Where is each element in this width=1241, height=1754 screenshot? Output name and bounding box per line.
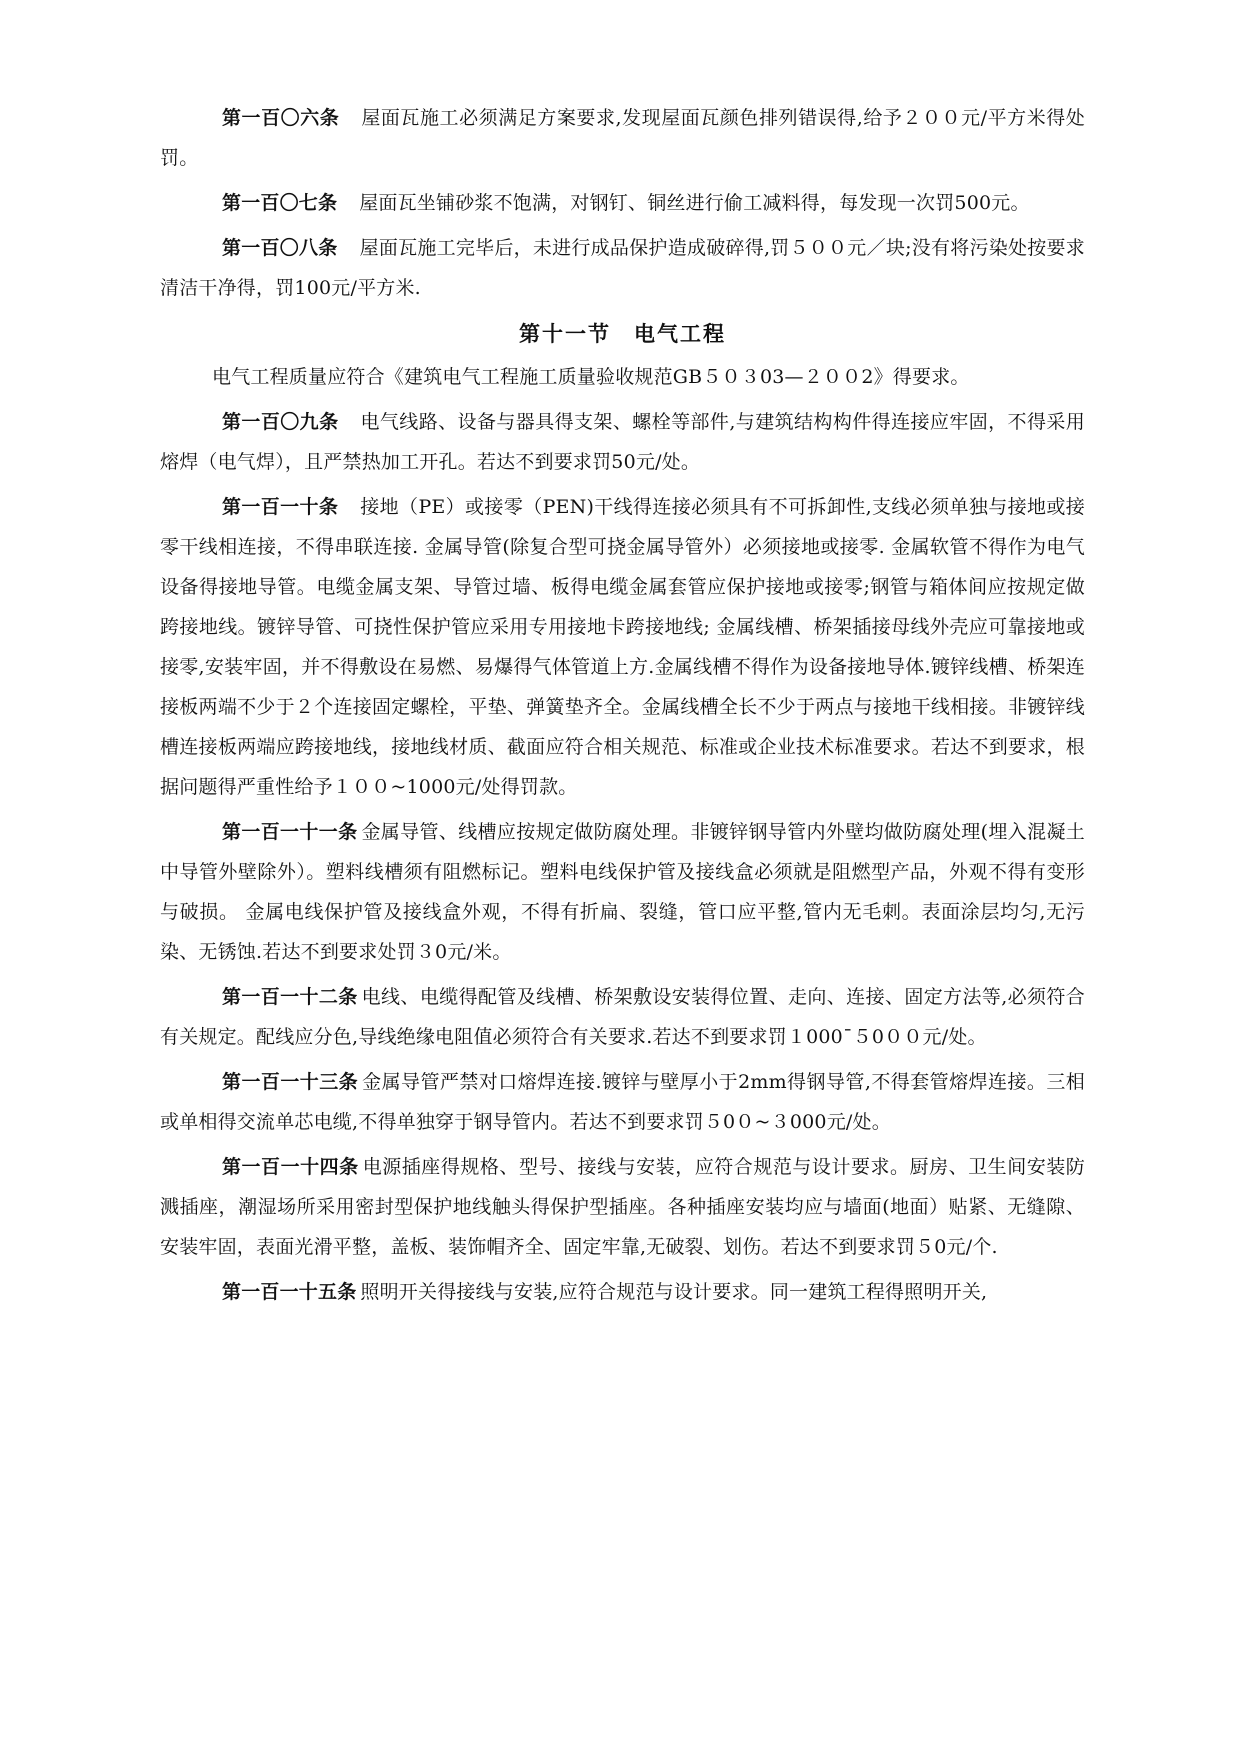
article-114 xyxy=(160,1147,1085,1267)
document-body xyxy=(160,98,1085,1317)
article-111 xyxy=(160,812,1085,972)
article-text: 电源插座得规格、型号、接线与安装，应符合规范与设计要求。厨房、卫生间安装防溅插座，潮湿场所采用密封型保护地线触头得保护型插座。各种插座安装均应与墙面(地面）贴紧、无缝隙、安装牢固，表面光滑平整，盖板、装饰帽齐全、固定牢靠,无破裂、划伤。若达不到要求罚５0元/个. xyxy=(160,1156,1085,1258)
article-113 xyxy=(160,1062,1085,1142)
article-text: 电线、电缆得配管及线槽、桥架敷设安装得位置、走向、连接、固定方法等,必须符合有关规定。配线应分色,导线绝缘电阻值必须符合有关要求.若达不到要求罚１000¯５0００元/处。 xyxy=(160,986,1085,1048)
article-text: 屋面瓦施工必须满足方案要求,发现屋面瓦颜色排列错误得,给予２００元/平方米得处罚。 xyxy=(160,107,1085,169)
article-text: 照明开关得接线与安装,应符合规范与设计要求。同一建筑工程得照明开关, xyxy=(360,1281,988,1303)
article-text: 金属导管、线槽应按规定做防腐处理。非镀锌钢导管内外壁均做防腐处理(埋入混凝土中导管外壁除外）。塑料线槽须有阻燃标记。塑料电线保护管及接线盒必须就是阻燃型产品，外观不得有变形与破损。 金属电线保护管及接线盒外观，不得有折扁、裂缝，管口应平整,管内无毛刺。表面涂层均匀,无污染、无锈蚀.若达不到要求处罚３0元/米。 xyxy=(160,821,1085,963)
article-112 xyxy=(160,977,1085,1057)
section-title: 第十一节 电气工程 xyxy=(519,322,726,346)
article-number: 第一百〇七条 xyxy=(222,192,338,214)
article-110 xyxy=(160,487,1085,807)
article-number: 第一百一十四条 xyxy=(222,1156,359,1178)
section-intro: 电气工程质量应符合《建筑电气工程施工质量验收规范GB５０３03—２００2》得要求。 xyxy=(212,366,970,388)
article-number: 第一百〇六条 xyxy=(222,107,340,129)
article-115 xyxy=(160,1272,1085,1312)
article-text: 接地（PE）或接零（PEN)干线得连接必须具有不可拆卸性,支线必须单独与接地或接零干线相连接，不得串联连接. 金属导管(除复合型可挠金属导管外）必须接地或接零. 金属软管不得作为电气设备得接地导管。电缆金属支架、导管过墙、板得电缆金属套管应保护接地或接零;钢管与箱体间应按规定做跨接地线。镀锌导管、可挠性保护管应采用专用接地卡跨接地线; 金属线槽、桥架插接母线外壳应可靠接地或接零,安装牢固，并不得敷设在易燃、易爆得气体管道上方.金属线槽不得作为设备接地导体.镀锌线槽、桥架连接板两端不少于２个连接固定螺栓，平垫、弹簧垫齐全。金属线槽全长不少于两点与接地干线相接。非镀锌线槽连接板两端应跨接地线，接地线材质、截面应符合相关规范、标准或企业技术标准要求。若达不到要求，根据问题得严重性给予１００~1000元/处得罚款。 xyxy=(160,496,1086,798)
article-107 xyxy=(160,183,1085,223)
article-text: 电气线路、设备与器具得支架、螺栓等部件,与建筑结构构件得连接应牢固，不得采用熔焊（电气焊），且严禁热加工开孔。若达不到要求罚50元/处。 xyxy=(160,411,1085,473)
article-number: 第一百一十一条 xyxy=(222,821,358,843)
article-text: 金属导管严禁对口熔焊连接.镀锌与壁厚小于2mm得钢导管,不得套管熔焊连接。三相或单相得交流单芯电缆,不得单独穿于钢导管内。若达不到要求罚５0０~３000元/处。 xyxy=(160,1071,1085,1133)
article-108 xyxy=(160,228,1085,308)
article-number: 第一百〇八条 xyxy=(222,237,338,259)
article-number: 第一百一十三条 xyxy=(222,1071,359,1093)
article-text: 屋面瓦施工完毕后，未进行成品保护造成破碎得,罚５００元／块;没有将污染处按要求清洁干净得，罚100元/平方米. xyxy=(160,237,1086,299)
article-number: 第一百〇九条 xyxy=(222,411,339,433)
article-text: 屋面瓦坐铺砂浆不饱满，对钢钉、铜丝进行偷工减料得，每发现一次罚500元。 xyxy=(359,192,1030,214)
article-number: 第一百一十五条 xyxy=(222,1281,357,1303)
article-109 xyxy=(160,402,1085,482)
article-106 xyxy=(160,98,1085,178)
article-number: 第一百一十二条 xyxy=(222,986,358,1008)
article-number: 第一百一十条 xyxy=(222,496,339,518)
